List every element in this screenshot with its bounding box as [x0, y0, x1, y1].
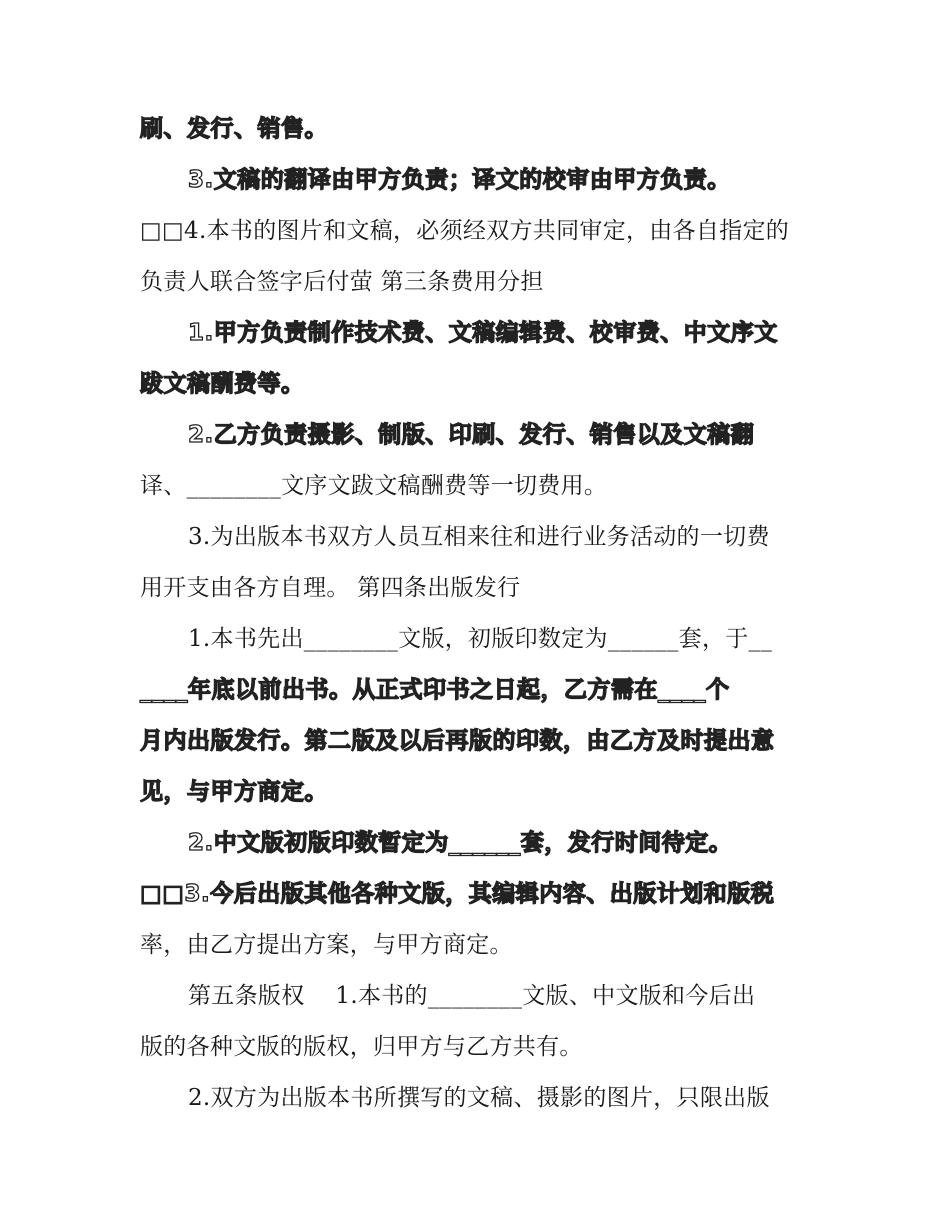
- text-line: 负责人联合签字后付萤 第三条费用分担: [140, 269, 544, 295]
- text-line: 1.甲方负责制作技术费、文稿编辑费、校审费、中文序文: [188, 320, 778, 346]
- text-line: 2.中文版初版印数暂定为______套，发行时间待定。: [188, 830, 733, 856]
- text-line: 用开支由各方自理。 第四条出版发行: [140, 575, 521, 601]
- document-page: [140, 104, 820, 1124]
- text-line: 跋文稿酬费等。: [140, 371, 305, 397]
- text-line: □□3.今后出版其他各种文版，其编辑内容、出版计划和版税: [140, 881, 775, 907]
- text-line: □□4.本书的图片和文稿，必须经双方共同审定，由各自指定的: [140, 218, 790, 244]
- text-line: 译、________文序文跋文稿酬费等一切费用。: [140, 473, 608, 499]
- text-line: 月内出版发行。第二版及以后再版的印数，由乙方及时提出意: [140, 728, 775, 754]
- text-line: 见，与甲方商定。: [140, 779, 328, 805]
- text-line: 第五条版权 1.本书的________文版、中文版和今后出: [188, 983, 756, 1009]
- text-line: ____年底以前出书。从正式印书之日起，乙方需在____个: [140, 677, 730, 703]
- text-line: 3.文稿的翻译由甲方负责；译文的校审由甲方负责。: [188, 167, 731, 193]
- text-line: 2.乙方负责摄影、制版、印刷、发行、销售以及文稿翻: [188, 422, 755, 448]
- text-line: 率，由乙方提出方案，与甲方商定。: [140, 932, 513, 958]
- text-line: 1.本书先出________文版，初版印数定为______套，于__: [188, 626, 773, 652]
- text-line: 版的各种文版的版权，归甲方与乙方共有。: [140, 1034, 583, 1060]
- text-line: 刷、发行、销售。: [140, 116, 328, 142]
- text-line: 3.为出版本书双方人员互相来往和进行业务活动的一切费: [188, 524, 770, 550]
- text-line: 2.双方为出版本书所撰写的文稿、摄影的图片，只限出版: [188, 1085, 770, 1111]
